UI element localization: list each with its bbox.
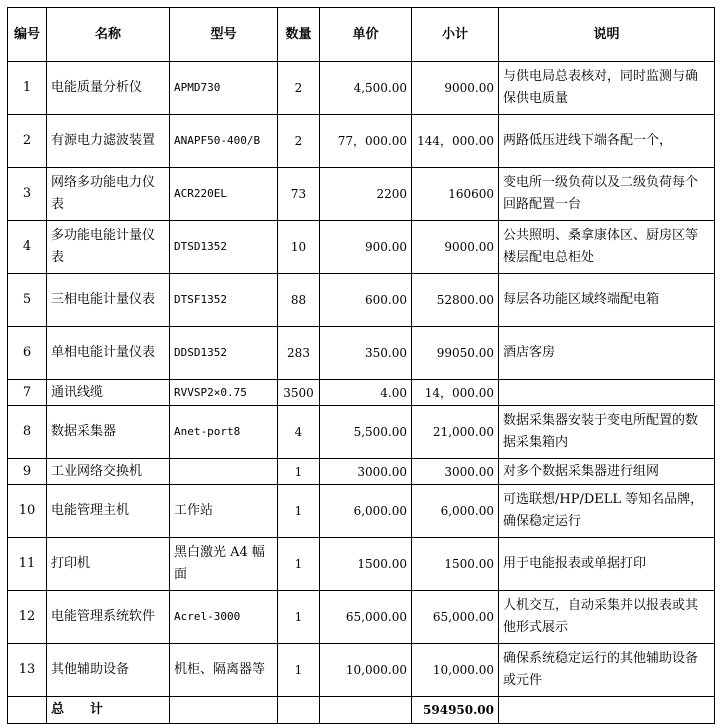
cell-no: 1 [8,62,47,115]
cell-price: 6,000.00 [320,485,412,538]
total-blank-cell [8,697,47,724]
cell-name: 网络多功能电力仪表 [47,168,170,221]
table-row [8,115,715,168]
header-name: 名称 [47,8,170,62]
cell-no: 2 [8,115,47,168]
cell-no: 3 [8,168,47,221]
cell-subtotal: 21,000.00 [412,406,499,459]
cell-subtotal: 1500.00 [412,538,499,591]
cell-model: APMD730 [170,62,278,115]
cell-model: RVVSP2×0.75 [170,380,278,406]
table-row [8,591,715,644]
cell-model: 黑白激光 A4 幅面 [170,538,278,591]
cell-price: 5,500.00 [320,406,412,459]
total-blank-cell [170,697,278,724]
header-no: 编号 [8,8,47,62]
cell-no: 11 [8,538,47,591]
cell-name: 三相电能计量仪表 [47,274,170,327]
table-row [8,644,715,697]
cell-no: 9 [8,459,47,485]
cell-model: DDSD1352 [170,327,278,380]
cell-qty: 4 [278,406,320,459]
cell-no: 8 [8,406,47,459]
cell-desc: 可选联想/HP/DELL 等知名品牌，确保稳定运行 [499,485,715,538]
cell-subtotal: 10,000.00 [412,644,499,697]
cell-name: 电能管理主机 [47,485,170,538]
cell-desc: 确保系统稳定运行的其他辅助设备或元件 [499,644,715,697]
cell-subtotal: 3000.00 [412,459,499,485]
cell-model [170,459,278,485]
table-container [7,7,715,724]
table-row [8,406,715,459]
cell-price: 1500.00 [320,538,412,591]
cell-qty: 1 [278,538,320,591]
cell-no: 6 [8,327,47,380]
cell-subtotal: 160600 [412,168,499,221]
cell-price: 900.00 [320,221,412,274]
cell-subtotal: 65,000.00 [412,591,499,644]
cell-model: DTSF1352 [170,274,278,327]
total-value: 594950.00 [412,697,499,724]
table-row [8,221,715,274]
table-row [8,168,715,221]
table-row [8,380,715,406]
cell-subtotal: 9000.00 [412,62,499,115]
cell-qty: 10 [278,221,320,274]
cell-name: 数据采集器 [47,406,170,459]
header-price: 单价 [320,8,412,62]
cell-price: 350.00 [320,327,412,380]
cell-price: 10,000.00 [320,644,412,697]
total-blank-cell [320,697,412,724]
cell-price: 4.00 [320,380,412,406]
cell-price: 4,500.00 [320,62,412,115]
table-row [8,485,715,538]
cell-price: 2200 [320,168,412,221]
total-blank-cell [278,697,320,724]
table-row [8,538,715,591]
cell-qty: 1 [278,485,320,538]
cell-model: 机柜、隔离器等 [170,644,278,697]
cell-desc: 用于电能报表或单据打印 [499,538,715,591]
cell-subtotal: 14，000.00 [412,380,499,406]
cell-desc: 人机交互，自动采集并以报表或其他形式展示 [499,591,715,644]
cell-name: 电能质量分析仪 [47,62,170,115]
cell-name: 其他辅助设备 [47,644,170,697]
cell-name: 打印机 [47,538,170,591]
cell-price: 3000.00 [320,459,412,485]
cell-qty: 283 [278,327,320,380]
cell-desc: 对多个数据采集器进行组网 [499,459,715,485]
cell-no: 7 [8,380,47,406]
cell-subtotal: 6,000.00 [412,485,499,538]
cell-qty: 73 [278,168,320,221]
cell-model: 工作站 [170,485,278,538]
cell-no: 10 [8,485,47,538]
header-qty: 数量 [278,8,320,62]
cell-desc: 与供电局总表核对，同时监测与确保供电质量 [499,62,715,115]
cell-no: 12 [8,591,47,644]
cell-name: 多功能电能计量仪表 [47,221,170,274]
cell-qty: 1 [278,591,320,644]
cell-desc: 两路低压进线下端各配一个， [499,115,715,168]
total-label: 总 计 [47,697,170,724]
cell-qty: 3500 [278,380,320,406]
header-desc: 说明 [499,8,715,62]
cell-model: DTSD1352 [170,221,278,274]
cell-qty: 2 [278,115,320,168]
cell-no: 5 [8,274,47,327]
cell-price: 600.00 [320,274,412,327]
cell-model: Anet-port8 [170,406,278,459]
header-subtotal: 小计 [412,8,499,62]
cell-name: 单相电能计量仪表 [47,327,170,380]
header-model: 型号 [170,8,278,62]
cell-name: 工业网络交换机 [47,459,170,485]
cell-name: 电能管理系统软件 [47,591,170,644]
table-row [8,62,715,115]
cell-price: 65,000.00 [320,591,412,644]
cell-desc: 酒店客房 [499,327,715,380]
cell-subtotal: 52800.00 [412,274,499,327]
cell-model: Acrel-3000 [170,591,278,644]
cell-price: 77，000.00 [320,115,412,168]
cell-qty: 2 [278,62,320,115]
cell-subtotal: 99050.00 [412,327,499,380]
table-row [8,327,715,380]
cell-name: 有源电力滤波装置 [47,115,170,168]
cell-desc: 公共照明、桑拿康体区、厨房区等楼层配电总柜处 [499,221,715,274]
total-row [8,697,715,724]
table-row [8,459,715,485]
equipment-table [7,7,715,724]
cell-model: ANAPF50-400/B [170,115,278,168]
cell-qty: 1 [278,644,320,697]
cell-desc: 每层各功能区域终端配电箱 [499,274,715,327]
cell-subtotal: 144，000.00 [412,115,499,168]
table-row [8,274,715,327]
cell-desc [499,380,715,406]
cell-name: 通讯线缆 [47,380,170,406]
cell-subtotal: 9000.00 [412,221,499,274]
cell-no: 13 [8,644,47,697]
cell-desc: 变电所一级负荷以及二级负荷每个回路配置一台 [499,168,715,221]
cell-desc: 数据采集器安装于变电所配置的数据采集箱内 [499,406,715,459]
cell-no: 4 [8,221,47,274]
header-row [8,8,715,62]
cell-model: ACR220EL [170,168,278,221]
total-blank-cell [499,697,715,724]
cell-qty: 88 [278,274,320,327]
cell-qty: 1 [278,459,320,485]
